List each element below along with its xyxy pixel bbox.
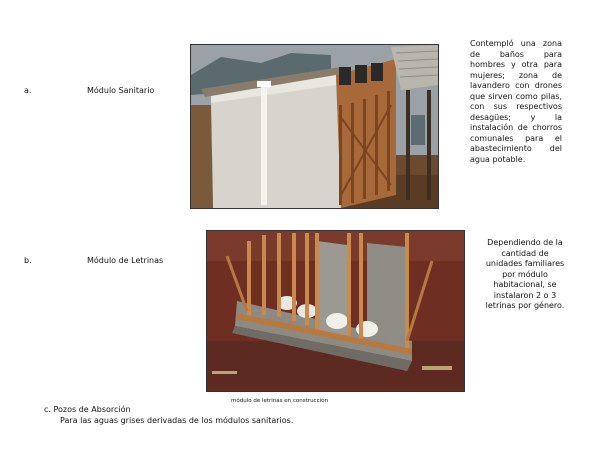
section-a-letter: a. bbox=[24, 86, 32, 95]
section-c-body: Para las aguas grises derivadas de los módulos sanitarios. bbox=[60, 416, 294, 425]
section-c-title: c. Pozos de Absorción bbox=[44, 405, 131, 414]
sanitary-module-illustration bbox=[191, 45, 438, 208]
section-a-title: Módulo Sanitario bbox=[87, 86, 155, 95]
sanitary-module-photo bbox=[190, 44, 439, 209]
latrine-photo-caption: módulo de letrinas en construcción bbox=[231, 398, 328, 404]
latrine-construction-illustration bbox=[207, 231, 464, 391]
section-b-letter: b. bbox=[24, 256, 32, 265]
section-a-description: Contempló una zona de baños para hombres y otra para mujeres; zona de lavandero con drones que sirven como pilas, con sus respectivos desagües; y la instalación de chorros comunales para el abastecimiento del agua potable. bbox=[470, 39, 562, 164]
section-b-description: Dependiendo de la cantidad de unidades familiares por módulo habitacional, se instalaron 2 o 3 letrinas por género. bbox=[485, 238, 565, 310]
latrine-module-photo bbox=[206, 230, 465, 392]
section-b-title: Módulo de Letrinas bbox=[87, 256, 164, 265]
